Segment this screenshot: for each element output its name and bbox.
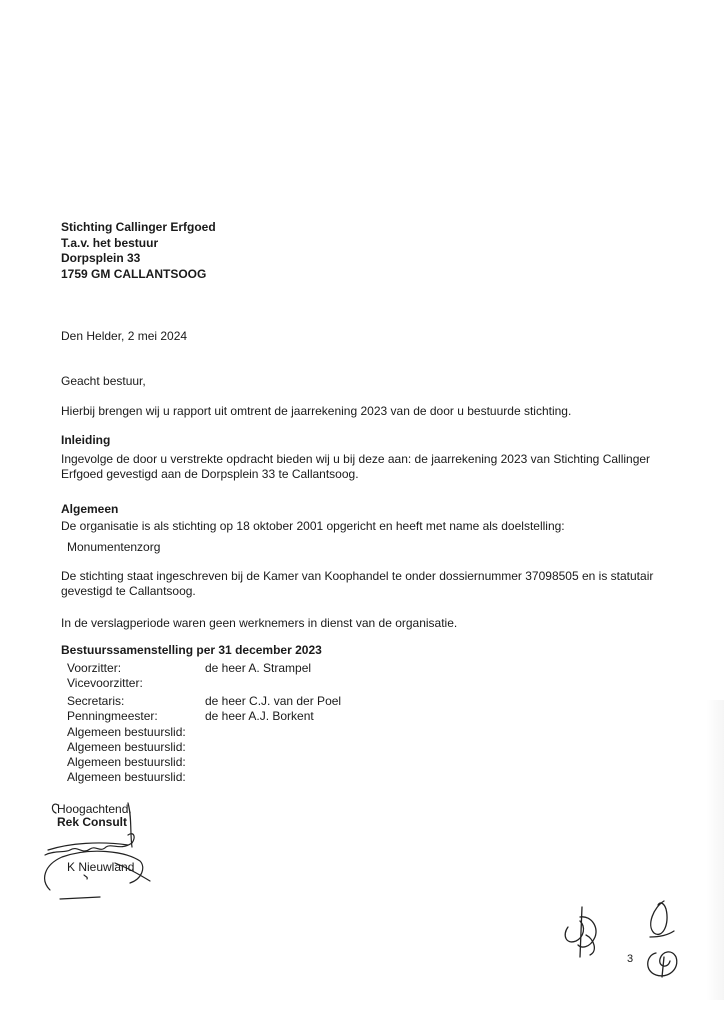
board-role: Algemeen bestuurslid: (67, 725, 186, 739)
recipient-line-1: Stichting Callinger Erfgoed (61, 220, 216, 234)
algemeen-heading: Algemeen (61, 502, 119, 516)
board-role: Secretaris: (67, 694, 125, 708)
closing-greeting: Hoogachtend, (57, 802, 132, 816)
recipient-line-2: T.a.v. het bestuur (61, 235, 159, 250)
salutation: Geacht bestuur, (61, 374, 146, 388)
board-role: Vicevoorzitter: (67, 676, 143, 690)
goal-item: Monumentenzorg (67, 540, 161, 554)
board-member-name: de heer A. Strampel (205, 661, 312, 675)
algemeen-paragraph-1: De organisatie is als stichting op 18 oktober 2001 opgericht en heeft met name als doelstelling: (61, 519, 565, 533)
board-role: Voorzitter: (67, 661, 122, 675)
recipient-line-3: Dorpsplein 33 (61, 251, 141, 265)
inleiding-heading: Inleiding (61, 433, 111, 447)
inleiding-paragraph: Ingevolge de door u verstrekte opdracht bieden wij u bij deze aan: de jaarrekening 2023 van Stichting Callinger Erfgoed gevestigd aan de Dorpsplein 33 te Callantsoog. (61, 452, 651, 481)
page-number: 3 (627, 953, 634, 965)
board-role: Penningmeester: (67, 709, 158, 723)
closing-firm: Rek Consult (57, 815, 128, 829)
algemeen-paragraph-3: In de verslagperiode waren geen werknemers in dienst van de organisatie. (61, 616, 458, 630)
signature-drawing (40, 795, 155, 905)
date-line: Den Helder, 2 mei 2024 (61, 329, 188, 343)
board-role: Algemeen bestuurslid: (67, 755, 186, 769)
board-role: Algemeen bestuurslid: (67, 740, 186, 754)
scan-edge-shadow (706, 700, 724, 1000)
recipient-line-4: 1759 GM CALLANTSOOG (61, 266, 207, 281)
board-member-name: de heer A.J. Borkent (205, 709, 314, 723)
intro-paragraph: Hierbij brengen wij u rapport uit omtrent de jaarrekening 2023 van de door u bestuurde stichting. (61, 404, 572, 418)
board-member-name: de heer C.J. van der Poel (205, 694, 342, 708)
algemeen-paragraph-2: De stichting staat ingeschreven bij de Kamer van Koophandel te onder dossiernummer 37098505 en is statutair gevestigd te Callantsoog. (61, 569, 654, 598)
paraph-initials-1 (560, 905, 610, 960)
closing-signer: K Nieuwland (67, 860, 135, 874)
paraph-initials-2 (640, 895, 690, 985)
board-role: Algemeen bestuurslid: (67, 770, 186, 784)
recipient-address (61, 220, 216, 282)
board-heading: Bestuurssamenstelling per 31 december 2023 (61, 643, 322, 657)
